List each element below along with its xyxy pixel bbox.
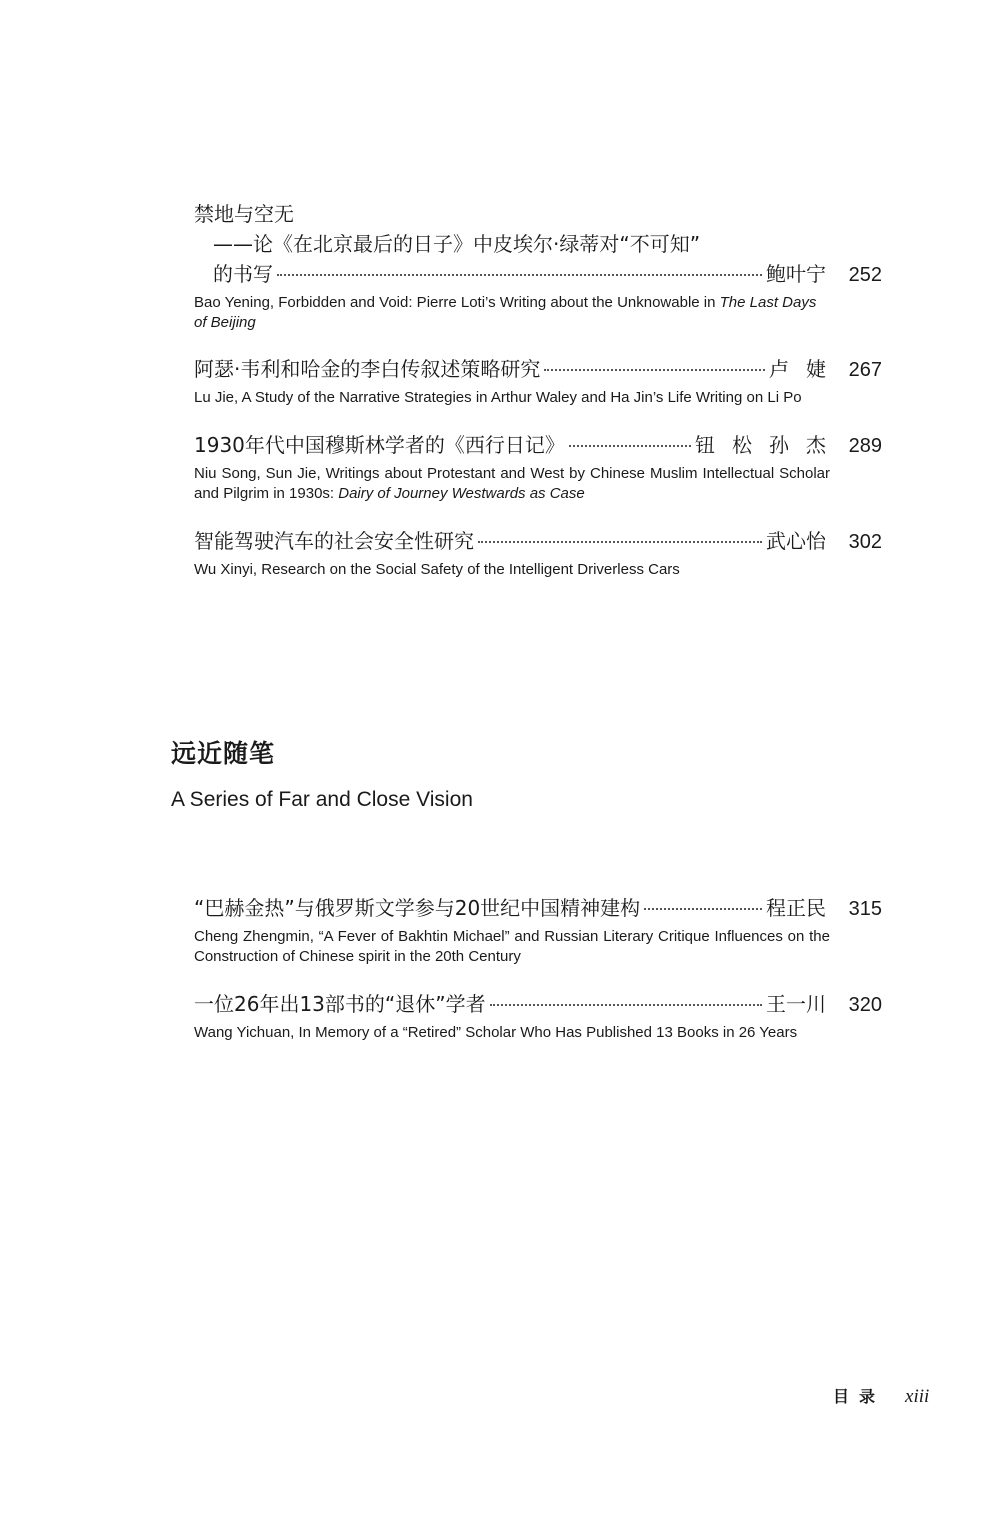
toc-entry[interactable]	[194, 893, 882, 967]
entry-title-zh: 1930年代中国穆斯林学者的《西行日记》	[194, 433, 565, 457]
dot-leader	[644, 898, 762, 910]
entry-title-zh: 智能驾驶汽车的社会安全性研究	[194, 529, 474, 553]
entry-subtitle-zh: ——论《在北京最后的日子》中皮埃尔·绿蒂对“不可知”	[213, 232, 701, 256]
toc-entry[interactable]	[194, 430, 882, 504]
entry-title-en: Lu Jie, A Study of the Narrative Strategies in Arthur Waley and Ha Jin’s Life Writing on Li Po	[194, 389, 802, 406]
dot-leader	[544, 359, 765, 371]
entry-page-number: 289	[848, 435, 882, 457]
toc-entry[interactable]	[194, 199, 882, 333]
entry-author: 王一川	[766, 992, 826, 1016]
entry-title-en-italic: The Last Days of Beijing	[194, 294, 817, 331]
entry-page-number: 320	[848, 994, 882, 1016]
dot-leader	[569, 435, 691, 447]
dot-leader	[478, 531, 762, 543]
entry-author: 卢婕	[769, 357, 843, 381]
entry-page-number: 302	[848, 531, 882, 553]
section-title-en: A Series of Far and Close Vision	[171, 788, 473, 811]
entry-title-en: Cheng Zhengmin, “A Fever of Bakhtin Michael” and Russian Literary Critique Influences on the Construction of Chinese spirit in the 20th Century	[194, 928, 830, 965]
entry-title-zh: “巴赫金热”与俄罗斯文学参与20世纪中国精神建构	[194, 896, 641, 920]
entry-title-en: Wu Xinyi, Research on the Social Safety of the Intelligent Driverless Cars	[194, 561, 680, 578]
entry-page-number: 252	[848, 264, 882, 286]
toc-entry[interactable]	[194, 989, 882, 1043]
footer-page-number: xiii	[905, 1386, 930, 1407]
entry-page-number: 267	[848, 359, 882, 381]
page-footer	[833, 1384, 929, 1408]
dot-leader	[490, 994, 762, 1006]
footer-label: 目录	[833, 1387, 886, 1406]
toc-entry[interactable]	[194, 354, 882, 408]
section-title-zh: 远近随笔	[171, 739, 276, 768]
entry-title-zh: 禁地与空无	[194, 202, 294, 226]
entry-page-number: 315	[848, 898, 882, 920]
entry-author: 鲍叶宁	[766, 262, 826, 286]
entry-title-en: Bao Yening, Forbidden and Void: Pierre Loti’s Writing about the Unknowable in The Last Days of Beijing	[194, 294, 817, 331]
entry-subtitle-zh: 的书写	[213, 262, 273, 286]
entry-title-en: Niu Song, Sun Jie, Writings about Protestant and West by Chinese Muslim Intellectual Scholar and Pilgrim in 1930s: Dairy of Journey Westwards as Case	[194, 465, 830, 502]
toc-entry[interactable]	[194, 526, 882, 580]
dot-leader	[277, 264, 762, 276]
entry-title-en: Wang Yichuan, In Memory of a “Retired” Scholar Who Has Published 13 Books in 26 Years	[194, 1024, 798, 1041]
entry-author: 钮松孙杰	[695, 433, 843, 457]
entry-author: 程正民	[766, 896, 826, 920]
entry-title-en-italic: Dairy of Journey Westwards as Case	[338, 485, 585, 502]
entry-author: 武心怡	[766, 529, 826, 553]
entry-title-zh: 一位26年出13部书的“退休”学者	[194, 992, 486, 1016]
entry-title-zh: 阿瑟·韦利和哈金的李白传叙述策略研究	[194, 357, 541, 381]
